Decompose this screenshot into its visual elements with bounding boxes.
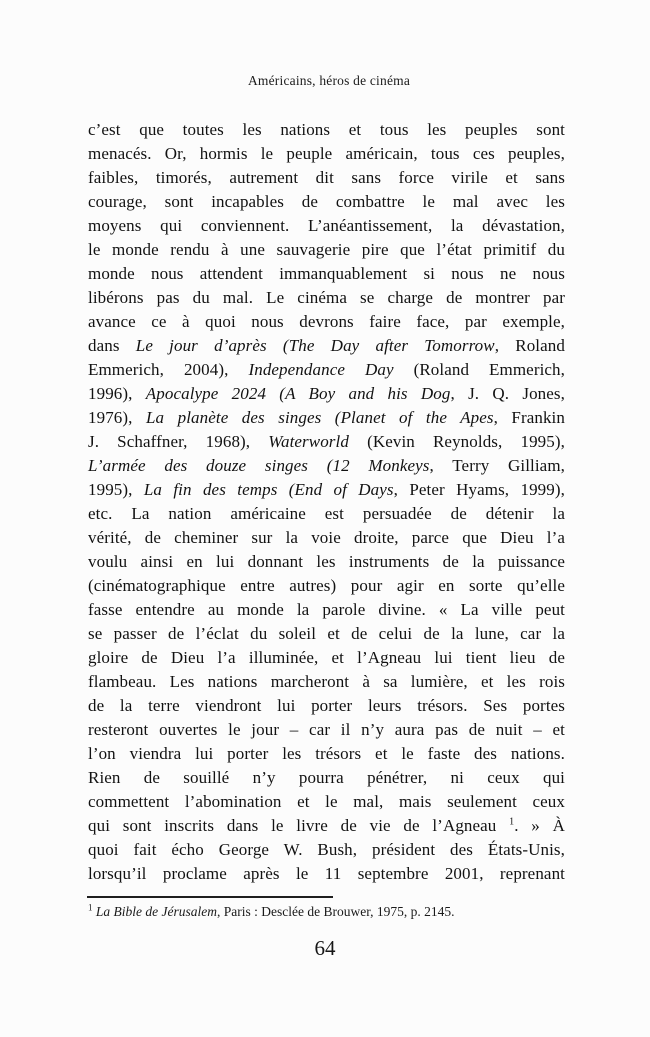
text-segment: faibles, timorés, autrement dit sans force virile et sans <box>88 168 565 187</box>
text-line <box>88 622 565 646</box>
text-segment: vérité, de cheminer sur la voie droite, parce que Dieu l’a <box>88 528 565 547</box>
text-line <box>88 262 565 286</box>
text-segment: qui sont inscrits dans le livre de vie de l’Agneau <box>88 816 510 835</box>
text-line <box>88 118 565 142</box>
text-line <box>88 358 565 382</box>
text-segment: 1996), <box>88 384 146 403</box>
text-segment: fasse entendre au monde la parole divine. « La ville peut <box>88 600 565 619</box>
text-line <box>88 406 565 430</box>
text-segment: libérons pas du mal. Le cinéma se charge de montrer par <box>88 288 565 307</box>
text-segment: (Kevin Reynolds, 1995), <box>348 432 565 451</box>
text-segment: 1976), <box>88 408 146 427</box>
text-line <box>88 790 565 814</box>
text-segment: lorsqu’il proclame après le 11 septembre 2001, reprenant <box>88 864 565 883</box>
text-line <box>88 238 565 262</box>
text-segment: La fin des temps (End of Days <box>143 480 394 499</box>
text-line <box>88 598 565 622</box>
text-segment: Waterworld <box>268 432 349 451</box>
text-segment: monde nous attendent immanquablement si nous ne nous <box>88 264 565 283</box>
text-segment: gloire de Dieu l’a illuminée, et l’Agneau lui tient lieu de <box>88 648 565 667</box>
text-line <box>88 286 565 310</box>
text-segment: le monde rendu à une sauvagerie pire que l’état primitif du <box>88 240 565 259</box>
text-line <box>88 142 565 166</box>
text-line <box>88 166 565 190</box>
text-line <box>88 454 565 478</box>
text-segment: avance ce à quoi nous devrons faire face, par exemple, <box>88 312 565 331</box>
text-line <box>88 862 565 886</box>
text-segment: menacés. Or, hormis le peuple américain, tous ces peuples, <box>88 144 565 163</box>
text-line <box>88 718 565 742</box>
text-segment: c’est que toutes les nations et tous les peuples sont <box>88 120 565 139</box>
text-line <box>88 550 565 574</box>
text-segment: 1 <box>88 902 93 913</box>
text-segment: se passer de l’éclat du soleil et de celui de la lune, car la <box>88 624 565 643</box>
text-segment: 1 <box>509 816 515 828</box>
footnote <box>88 903 578 921</box>
text-segment: flambeau. Les nations marcheront à sa lumière, et les rois <box>88 672 565 691</box>
text-segment: commettent l’abomination et le mal, mais seulement ceux <box>88 792 565 811</box>
text-line <box>88 382 565 406</box>
text-segment: Apocalype 2024 (A Boy and his Dog <box>145 384 451 403</box>
text-segment: La Bible de Jérusalem <box>95 904 217 919</box>
text-line <box>88 310 565 334</box>
text-line <box>88 814 565 838</box>
text-segment: de la terre viendront lui porter leurs trésors. Ses portes <box>88 696 565 715</box>
text-segment: Independance Day <box>248 360 394 379</box>
text-segment: (cinématographique entre autres) pour agir en sorte qu’elle <box>88 576 565 595</box>
text-line <box>88 502 565 526</box>
page-number: 64 <box>314 936 336 960</box>
text-segment: , Roland <box>494 336 565 355</box>
text-line <box>88 214 565 238</box>
text-line <box>88 430 565 454</box>
text-segment: La planète des singes (Planet of the Apes <box>145 408 494 427</box>
text-line <box>88 766 565 790</box>
text-segment: Emmerich, 2004), <box>88 360 249 379</box>
text-line <box>88 574 565 598</box>
text-segment: Rien de souillé n’y pourra pénétrer, ni ceux qui <box>88 768 565 787</box>
text-line <box>88 694 565 718</box>
footnote-separator <box>87 896 333 898</box>
text-segment: resteront ouvertes le jour – car il n’y aura pas de nuit – et <box>88 720 565 739</box>
text-segment: courage, sont incapables de combattre le mal avec les <box>88 192 565 211</box>
running-header: Américains, héros de cinéma <box>247 73 411 88</box>
text-segment: l’on viendra lui porter les trésors et le faste des nations. <box>88 744 565 763</box>
text-segment: , Peter Hyams, 1999), <box>393 480 565 499</box>
text-line <box>88 478 565 502</box>
text-segment: . » À <box>514 816 565 835</box>
text-segment: etc. La nation américaine est persuadée de détenir la <box>88 504 565 523</box>
text-segment: J. Schaffner, 1968), <box>88 432 269 451</box>
text-segment: , Paris : Desclée de Brouwer, 1975, p. 2145. <box>216 904 455 919</box>
text-segment: , J. Q. Jones, <box>450 384 565 403</box>
text-line <box>88 670 565 694</box>
text-segment: , Frankin <box>493 408 565 427</box>
text-segment: (Roland Emmerich, <box>393 360 566 379</box>
text-segment: voulu ainsi en lui donnant les instruments de la puissance <box>88 552 565 571</box>
text-line <box>88 838 565 862</box>
text-line <box>88 646 565 670</box>
text-line <box>88 742 565 766</box>
text-segment: 1995), <box>88 480 144 499</box>
text-segment: Le jour d’après (The Day after Tomorrow <box>135 336 495 355</box>
text-line <box>88 190 565 214</box>
text-line <box>88 526 565 550</box>
text-segment: moyens qui conviennent. L’anéantissement, la dévastation, <box>88 216 565 235</box>
text-line <box>88 334 565 358</box>
text-segment: quoi fait écho George W. Bush, président des États-Unis, <box>88 840 565 859</box>
text-segment: , Terry Gilliam, <box>429 456 566 475</box>
text-segment: L’armée des douze singes (12 Monkeys <box>88 456 430 475</box>
text-segment: dans <box>88 336 136 355</box>
body-text <box>88 118 565 886</box>
